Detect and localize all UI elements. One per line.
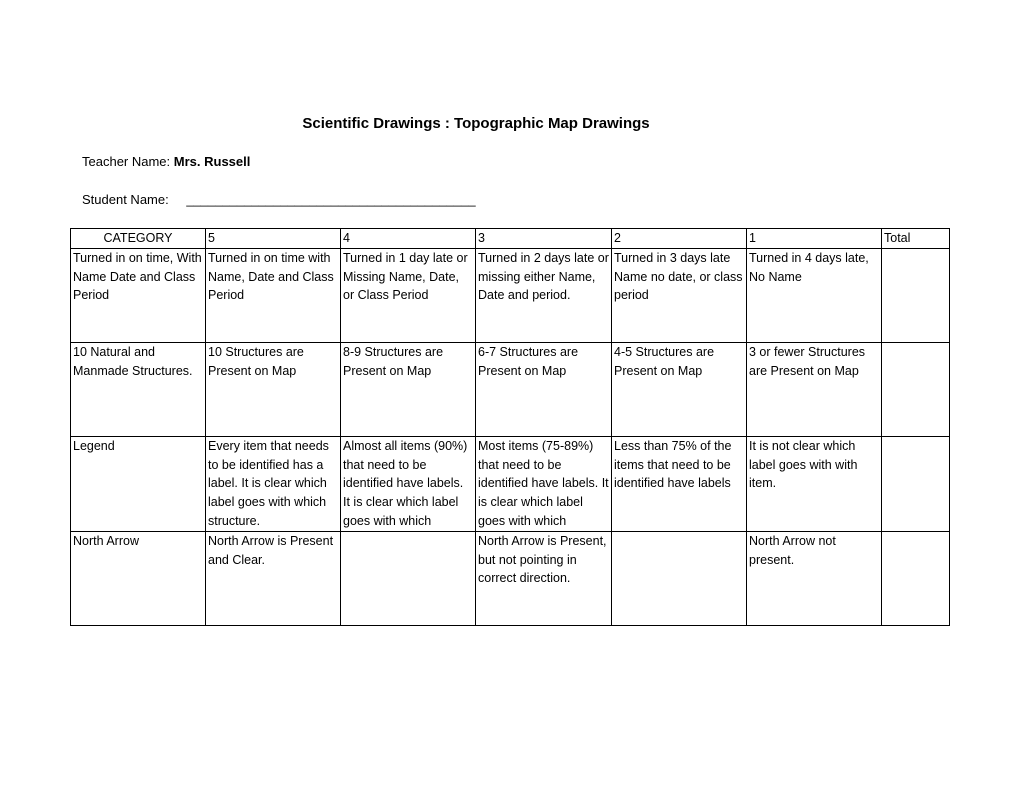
- cell-score-4: Almost all items (90%) that need to be identified have labels. It is clear which label goes with which: [341, 436, 476, 531]
- cell-score-4: Turned in 1 day late or Missing Name, Date, or Class Period: [341, 248, 476, 342]
- cell-score-5: Turned in on time with Name, Date and Class Period: [206, 248, 341, 342]
- teacher-name-label: Teacher Name:: [82, 154, 171, 169]
- row-category: Turned in on time, With Name Date and Class Period: [71, 248, 206, 342]
- cell-score-5: Every item that needs to be identified has a label. It is clear which label goes with which structure.: [206, 436, 341, 531]
- cell-score-1: 3 or fewer Structures are Present on Map: [747, 342, 882, 436]
- table-row: [71, 342, 950, 436]
- cell-total[interactable]: [882, 248, 950, 342]
- cell-score-1: Turned in 4 days late, No Name: [747, 248, 882, 342]
- row-category: 10 Natural and Manmade Structures.: [71, 342, 206, 436]
- student-name-blank: ________________________________________: [186, 192, 476, 207]
- header-total: Total: [882, 229, 950, 249]
- cell-score-4: 8-9 Structures are Present on Map: [341, 342, 476, 436]
- rubric-table: [70, 228, 950, 626]
- student-name-label: Student Name:: [82, 192, 169, 207]
- header-score-2: 2: [612, 229, 747, 249]
- cell-score-5: 10 Structures are Present on Map: [206, 342, 341, 436]
- cell-score-2: Turned in 3 days late Name no date, or class period: [612, 248, 747, 342]
- cell-score-3: Turned in 2 days late or missing either Name, Date and period.: [476, 248, 612, 342]
- header-score-3: 3: [476, 229, 612, 249]
- row-category: North Arrow: [71, 531, 206, 625]
- cell-total[interactable]: [882, 342, 950, 436]
- cell-score-3: 6-7 Structures are Present on Map: [476, 342, 612, 436]
- header-score-5: 5: [206, 229, 341, 249]
- rubric-header-row: [71, 229, 950, 249]
- table-row: [71, 248, 950, 342]
- cell-score-2: Less than 75% of the items that need to be identified have labels: [612, 436, 747, 531]
- page-title: Scientific Drawings : Topographic Map Drawings: [302, 115, 650, 132]
- teacher-name-value: Mrs. Russell: [173, 154, 251, 169]
- cell-score-5: North Arrow is Present and Clear.: [206, 531, 341, 625]
- cell-score-3: North Arrow is Present, but not pointing in correct direction.: [476, 531, 612, 625]
- cell-score-4: [341, 531, 476, 625]
- table-row: [71, 436, 950, 531]
- student-name-line: [82, 192, 476, 207]
- cell-score-3: Most items (75-89%) that need to be identified have labels. It is clear which label goes with which: [476, 436, 612, 531]
- header-score-4: 4: [341, 229, 476, 249]
- cell-score-2: 4-5 Structures are Present on Map: [612, 342, 747, 436]
- teacher-name-line: [82, 154, 250, 169]
- cell-total[interactable]: [882, 436, 950, 531]
- cell-score-1: North Arrow not present.: [747, 531, 882, 625]
- table-row: [71, 531, 950, 625]
- cell-score-2: [612, 531, 747, 625]
- cell-total[interactable]: [882, 531, 950, 625]
- header-category: CATEGORY: [71, 229, 206, 249]
- row-category: Legend: [71, 436, 206, 531]
- header-score-1: 1: [747, 229, 882, 249]
- cell-score-1: It is not clear which label goes with with item.: [747, 436, 882, 531]
